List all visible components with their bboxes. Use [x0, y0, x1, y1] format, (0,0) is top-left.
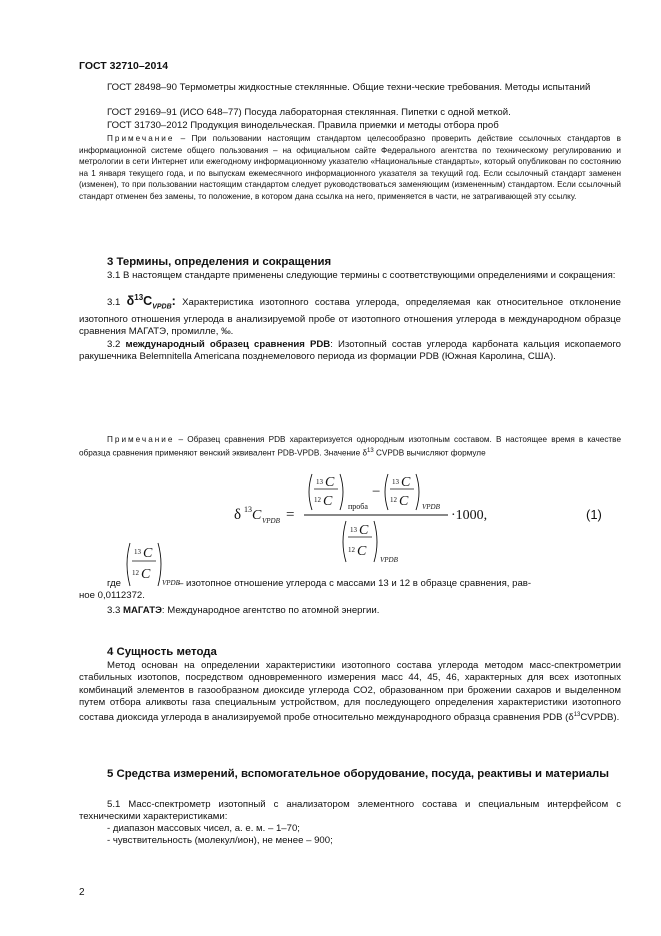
svg-text:13: 13 — [134, 548, 141, 556]
term-definition: 3.3 МАГАТЭ: Международное агентство по атомной энергии. — [107, 605, 380, 616]
svg-text:=: = — [286, 507, 295, 523]
section-heading: 5 Средства измерений, вспомогательное оборудование, посуда, реактивы и материалы — [107, 768, 610, 780]
svg-text:C: C — [325, 475, 335, 490]
note-paragraph: Примечание – Образец сравнения PDB характеризуется однородным изотопным составом. В настоящее время в качестве образца сравнения применяют венский эквивалент PDB-VPDB. Значение $\delta^{13}$ CVPDB вычисляют формуле — [79, 435, 621, 458]
paragraph: 5.1 Масс-спектрометр изотопный с анализатором элементного состава и специальным интерфейсом с техническими характеристиками: — [79, 799, 621, 823]
page-number: 2 — [79, 887, 85, 898]
formula-multiplier: ·1000, — [451, 508, 488, 523]
formula-number: (1) — [586, 507, 602, 522]
svg-text:VPDB: VPDB — [162, 579, 180, 587]
svg-text:C: C — [399, 494, 409, 509]
where-text: – изотопное отношение углерода с массами 13 и 12 в образце сравнения, рав- — [178, 578, 532, 589]
note-label: Примечание — [107, 134, 175, 143]
paragraph: 3.1 В настоящем стандарте применены следующие термины с соответствующими определениями и сокращения: — [107, 270, 616, 281]
list-item: - чувствительность (молекул/ион), не менее – 900; — [107, 835, 333, 846]
where-text-cont: ное 0,0112372. — [79, 590, 145, 601]
svg-text:13: 13 — [244, 505, 252, 514]
svg-text:13: 13 — [350, 526, 357, 534]
svg-text:−: − — [372, 484, 381, 500]
where-label: где — [107, 578, 122, 589]
svg-text:C: C — [323, 494, 333, 509]
svg-text:13: 13 — [392, 478, 399, 486]
document-header: ГОСТ 32710–2014 — [79, 60, 169, 72]
section-heading: 3 Термины, определения и сокращения — [107, 256, 332, 268]
list-item: - диапазон массовых чисел, а. е. м. – 1–70; — [107, 823, 300, 834]
note-paragraph — [79, 133, 621, 202]
svg-text:C: C — [359, 523, 369, 538]
svg-text:13: 13 — [316, 478, 323, 486]
svg-text:C: C — [401, 475, 411, 490]
svg-text:VPDB: VPDB — [380, 556, 398, 564]
reference-item: ГОСТ 29169–91 (ИСО 648–77) Посуда лабораторная стеклянная. Пипетки с одной меткой. — [107, 107, 511, 118]
svg-text:12: 12 — [348, 546, 355, 554]
svg-text:C: C — [141, 567, 151, 582]
svg-text:VPDB: VPDB — [262, 517, 280, 525]
formula-1 — [230, 472, 630, 574]
svg-text:12: 12 — [390, 496, 397, 504]
svg-text:C: C — [357, 544, 367, 559]
term-definition: 3.2 международный образец сравнения PDB: Изотопный состав углерода карбоната кальция ископаемого ракушечника Belemnitella Americana позднемелового периода из формации PDB (Южная Каролина, США). — [79, 339, 621, 363]
formula-sample-subscript: проба — [348, 502, 368, 511]
svg-text:12: 12 — [314, 496, 321, 504]
svg-text:C: C — [252, 508, 262, 523]
paragraph: Метод основан на определении характеристики изотопного состава углерода методом масс-спектрометрии стабильных изотопов, посредством одновременного измерения масс 44, 45, 46, характерных для всех изотопных комбинаций элементов в газообразном диоксиде углерода СО2, образованном при брожении сахаров и выделенном путем отбора аликвоты газа специальным устройством, для последующего определения характеристики изотопного состава диоксида углерода в анализируемой пробе относительно международного образца сравнения PDB $(\delta^{13}CVPDB)$. — [79, 660, 621, 724]
svg-text:12: 12 — [132, 569, 139, 577]
term-definition: 3.1 $\delta^{13}C_{VPDB}$: Характеристика изотопного состава углерода, определяемая как относительное отклонение изотопного отношения углерода в анализируемой пробе от изотопного отношения углерода в международном образце сравнения МАГАТЭ, промилле, ‰. — [79, 293, 621, 338]
svg-text:VPDB: VPDB — [422, 503, 440, 511]
note-text: – При пользовании настоящим стандартом целесообразно проверить действие ссылочных стандартов в информационной системе общего пользования – на официальном сайте Федерального агентства по техническому регулированию и метрологии в сети Интернет или ежегодному информационному указателю «Национальные стандарты», который опубликован по состоянию на 1 января текущего года, и по выпускам ежемесячного информационного указателя за текущий год. Если ссылочный стандарт заменен (изменен), то при пользовании настоящим стандартом следует руководствоваться заменяющим (измененным) стандартом. Если ссылочный стандарт отменен без замены, то положение, в котором дана ссылка на него, применяется в части, не затрагивающей эту ссылку. — [79, 134, 621, 201]
svg-text:δ: δ — [234, 507, 242, 523]
section-heading: 4 Сущность метода — [107, 646, 217, 658]
reference-item: ГОСТ 28498–90 Термометры жидкостные стеклянные. Общие техни-ческие требования. Методы испытаний — [107, 82, 591, 93]
reference-item: ГОСТ 31730–2012 Продукция винодельческая. Правила приемки и методы отбора проб — [107, 120, 499, 131]
delta-13c-vpdb-term: $\delta^{13}C_{VPDB}$: — [126, 293, 176, 311]
svg-text:C: C — [143, 546, 153, 561]
